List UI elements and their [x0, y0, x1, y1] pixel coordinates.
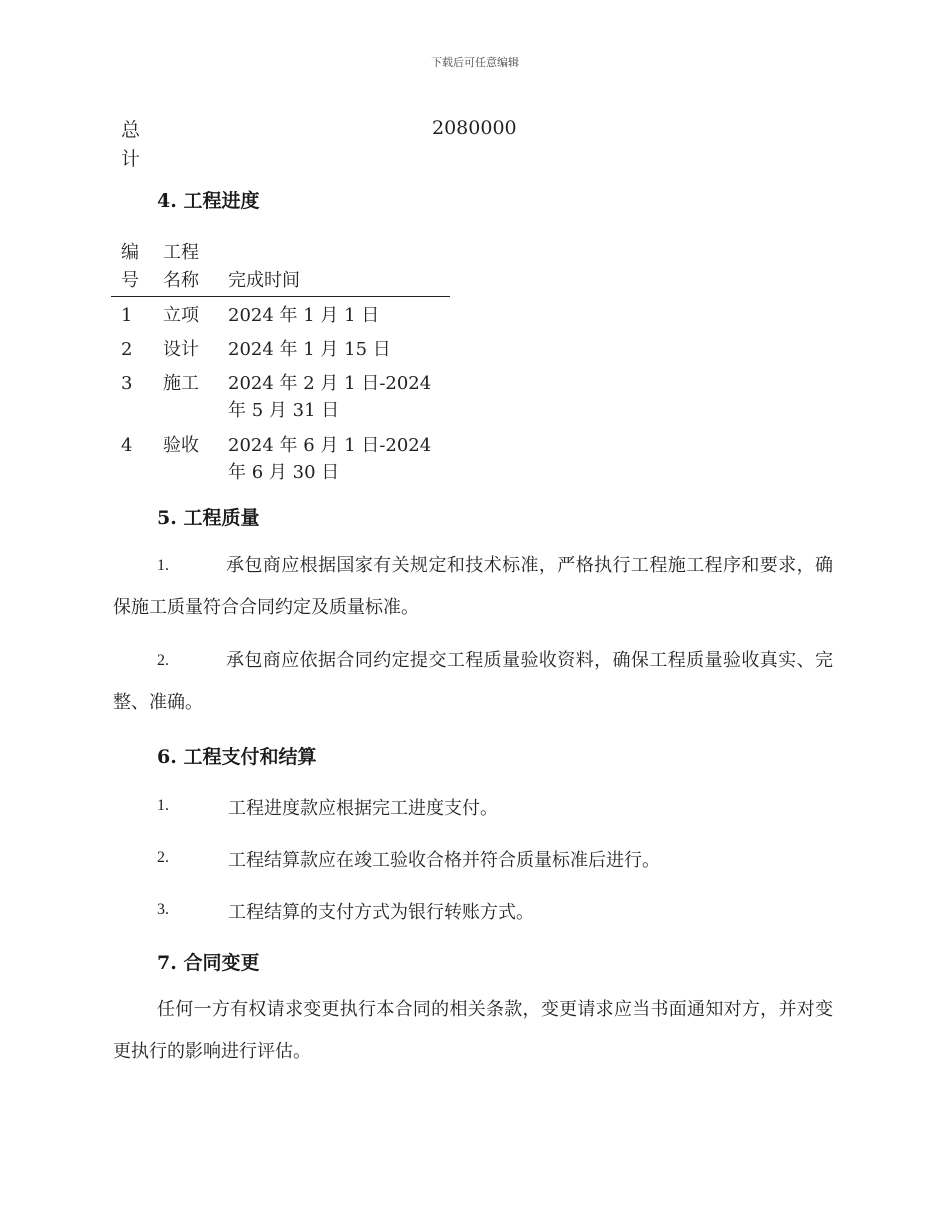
section-title-quality: 5. 工程质量: [157, 507, 260, 529]
table-row-time: 2024 年 1 月 15 日: [228, 339, 391, 360]
total-value: 2080000: [432, 117, 517, 139]
table-row-name: 施工: [163, 373, 199, 394]
table-row-time-cont: 年 6 月 30 日: [228, 462, 340, 483]
table-row-no: 1: [121, 305, 133, 326]
table-row-name: 验收: [163, 435, 199, 456]
section-title-change: 7. 合同变更: [157, 952, 260, 974]
payment-item-text: 工程结算的支付方式为银行转账方式。: [228, 902, 534, 923]
table-row-time: 2024 年 2 月 1 日-2024: [228, 373, 432, 394]
payment-item-number: 2.: [157, 849, 169, 866]
table-header-name: 工程名称: [163, 242, 199, 291]
page-header: 下载后可任意编辑: [431, 56, 519, 69]
total-label: 总计: [121, 119, 141, 170]
table-row-no: 4: [121, 435, 133, 456]
table-row-time: 2024 年 1 月 1 日: [228, 305, 380, 326]
section-title-schedule: 4. 工程进度: [157, 190, 260, 212]
table-row-name: 设计: [163, 339, 199, 360]
table-row-no: 3: [121, 373, 133, 394]
table-row-no: 2: [121, 339, 133, 360]
table-row-name: 立项: [163, 305, 199, 326]
table-header-rule: [111, 296, 450, 297]
table-header-no: 编号: [121, 242, 139, 291]
quality-item-number: 1.: [157, 557, 169, 574]
payment-item-text: 工程结算款应在竣工验收合格并符合质量标准后进行。: [228, 850, 660, 871]
quality-item-text: 承包商应根据国家有关规定和技术标准，严格执行工程施工程序和要求，确保施工质量符合合同约定及质量标准。: [113, 555, 833, 618]
table-row-time-cont: 年 5 月 31 日: [228, 400, 340, 421]
payment-item-number: 3.: [157, 901, 169, 918]
section-title-payment: 6. 工程支付和结算: [157, 746, 317, 768]
quality-item-text: 承包商应依据合同约定提交工程质量验收资料，确保工程质量验收真实、完整、准确。: [113, 650, 833, 713]
table-row-time: 2024 年 6 月 1 日-2024: [228, 435, 432, 456]
table-header-time: 完成时间: [228, 270, 300, 291]
change-paragraph: 任何一方有权请求变更执行本合同的相关条款，变更请求应当书面通知对方，并对变更执行的影响进行评估。: [113, 999, 833, 1062]
quality-item-number: 2.: [157, 652, 169, 669]
payment-item-number: 1.: [157, 797, 169, 814]
payment-item-text: 工程进度款应根据完工进度支付。: [228, 798, 498, 819]
